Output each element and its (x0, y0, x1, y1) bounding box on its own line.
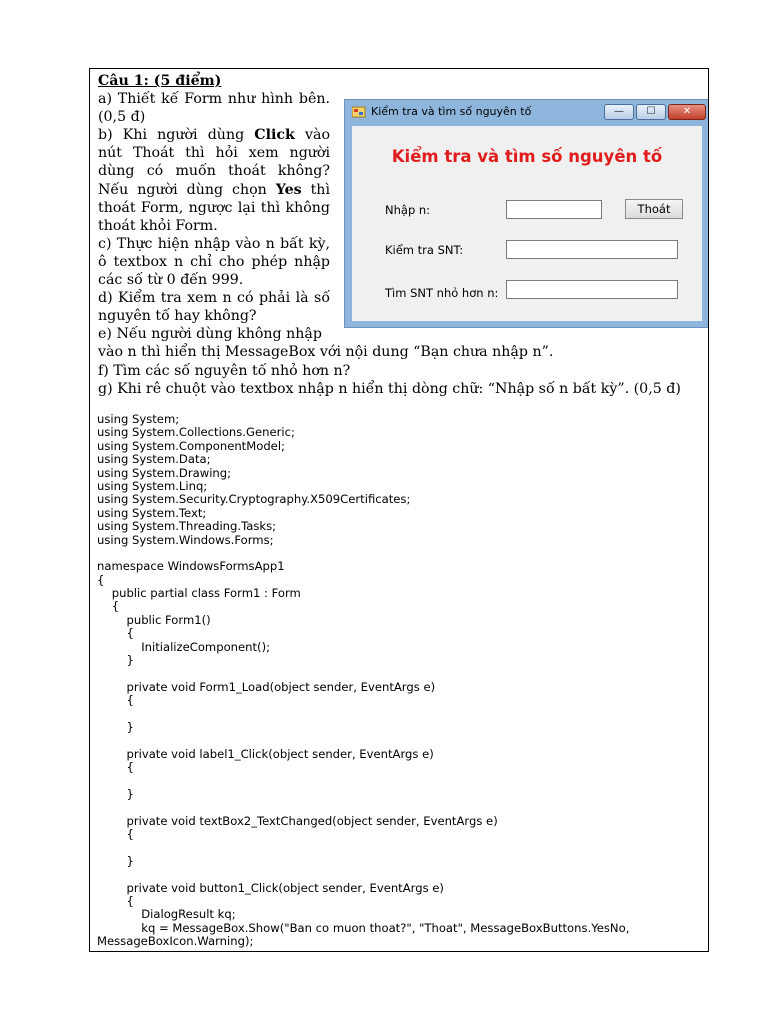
check-prime-textbox[interactable] (506, 240, 678, 259)
code-line: private void Form1_Load(object sender, EventArgs e) (97, 679, 436, 694)
code-line: private void textBox2_TextChanged(object sender, EventArgs e) (97, 813, 498, 828)
question-title: Câu 1: (5 điểm) (98, 73, 222, 89)
label-find-primes: Tìm SNT nhỏ hơn n: (385, 286, 499, 300)
code-line: using System.Drawing; (97, 465, 232, 480)
code-line: { (97, 599, 120, 614)
maximize-button[interactable]: ☐ (636, 104, 666, 120)
code-line (97, 708, 703, 721)
code-line (97, 775, 703, 788)
code-line: { (97, 693, 134, 708)
question-item-g: g) Khi rê chuột vào textbox nhập n hiển thị dòng chữ: “Nhập số n bất kỳ”. (0,5 đ) (98, 380, 681, 397)
code-line: { (97, 760, 134, 775)
code-line: using System; (97, 412, 180, 426)
code-line: using System.Data; (97, 452, 211, 467)
document-frame (89, 68, 709, 952)
find-primes-textbox[interactable] (506, 280, 678, 299)
code-line: namespace WindowsFormsApp1 (97, 559, 285, 574)
code-line: using System.Collections.Generic; (97, 425, 295, 440)
label-input-n: Nhập n: (385, 203, 431, 217)
code-line: using System.Windows.Forms; (97, 532, 274, 547)
code-line (97, 801, 703, 814)
code-line: { (97, 626, 134, 641)
code-line: private void button1_Click(object sender, EventArgs e) (97, 880, 444, 895)
item-b-text-end: thì thoát Form, ngược lại thì không thoát khỏi Form. (98, 181, 330, 234)
code-line: public partial class Form1 : Form (97, 586, 301, 601)
close-button[interactable]: ✕ (668, 104, 706, 120)
code-line: { (97, 894, 134, 909)
code-line (97, 868, 703, 881)
code-line (97, 667, 703, 680)
window-title: Kiểm tra và tìm số nguyên tố (371, 105, 532, 118)
form-client-area (352, 126, 702, 321)
item-b-text: b) Khi người dùng (98, 127, 255, 144)
item-b-text-mid: vào nút Thoát thì hỏi xem người dùng có muốn thoát không? Nếu người dùng chọn (98, 127, 330, 198)
code-line: using System.Security.Cryptography.X509Certificates; (97, 492, 411, 507)
question-item-e-start: e) Nếu người dùng không nhập (98, 326, 322, 343)
question-item-f: f) Tìm các số nguyên tố nhỏ hơn n? (98, 362, 351, 379)
question-item-e-end: vào n thì hiển thị MessageBox với nội dung “Bạn chưa nhập n”. (98, 344, 554, 361)
code-line: private void label1_Click(object sender, EventArgs e) (97, 746, 434, 761)
form-heading: Kiểm tra và tìm số nguyên tố (391, 147, 663, 166)
code-line: { (97, 572, 105, 587)
app-form-icon (352, 106, 366, 118)
window-titlebar (345, 100, 709, 124)
code-line: } (97, 719, 134, 734)
code-line: using System.Threading.Tasks; (97, 519, 277, 534)
item-b-bold-click: Click (254, 127, 295, 144)
code-line: } (97, 853, 134, 868)
code-line: } (97, 786, 134, 801)
code-line: using System.ComponentModel; (97, 438, 285, 453)
item-b-bold-yes: Yes (275, 181, 302, 198)
code-line (97, 547, 703, 560)
code-listing (97, 413, 703, 949)
code-line: InitializeComponent(); (97, 639, 271, 654)
code-line: using System.Linq; (97, 478, 208, 493)
code-line (97, 842, 703, 855)
code-line: public Form1() (97, 612, 211, 627)
label-check-prime: Kiểm tra SNT: (385, 243, 464, 257)
question-item-d: d) Kiểm tra xem n có phải là số nguyên tố hay không? (98, 290, 330, 325)
question-item-c: c) Thực hiện nhập vào n bất kỳ, ô textbox n chỉ cho phép nhập các số từ 0 đến 999. (98, 235, 330, 289)
code-line (97, 734, 703, 747)
input-n-textbox[interactable] (506, 200, 602, 219)
code-line: } (97, 653, 134, 668)
form-screenshot-window (344, 99, 709, 328)
question-item-b (98, 126, 330, 235)
code-line: kq = MessageBox.Show("Ban co muon thoat?", "Thoat", MessageBoxButtons.YesNo, (97, 920, 630, 935)
minimize-button[interactable]: — (604, 104, 634, 120)
exit-button[interactable]: Thoát (625, 199, 683, 219)
code-line: DialogResult kq; (97, 907, 236, 922)
question-item-a: a) Thiết kế Form như hình bên. (0,5 đ) (98, 91, 330, 126)
code-line: using System.Text; (97, 505, 207, 520)
code-line: MessageBoxIcon.Warning); (97, 934, 254, 949)
code-line: { (97, 827, 134, 842)
question-narrow-column (98, 90, 330, 343)
